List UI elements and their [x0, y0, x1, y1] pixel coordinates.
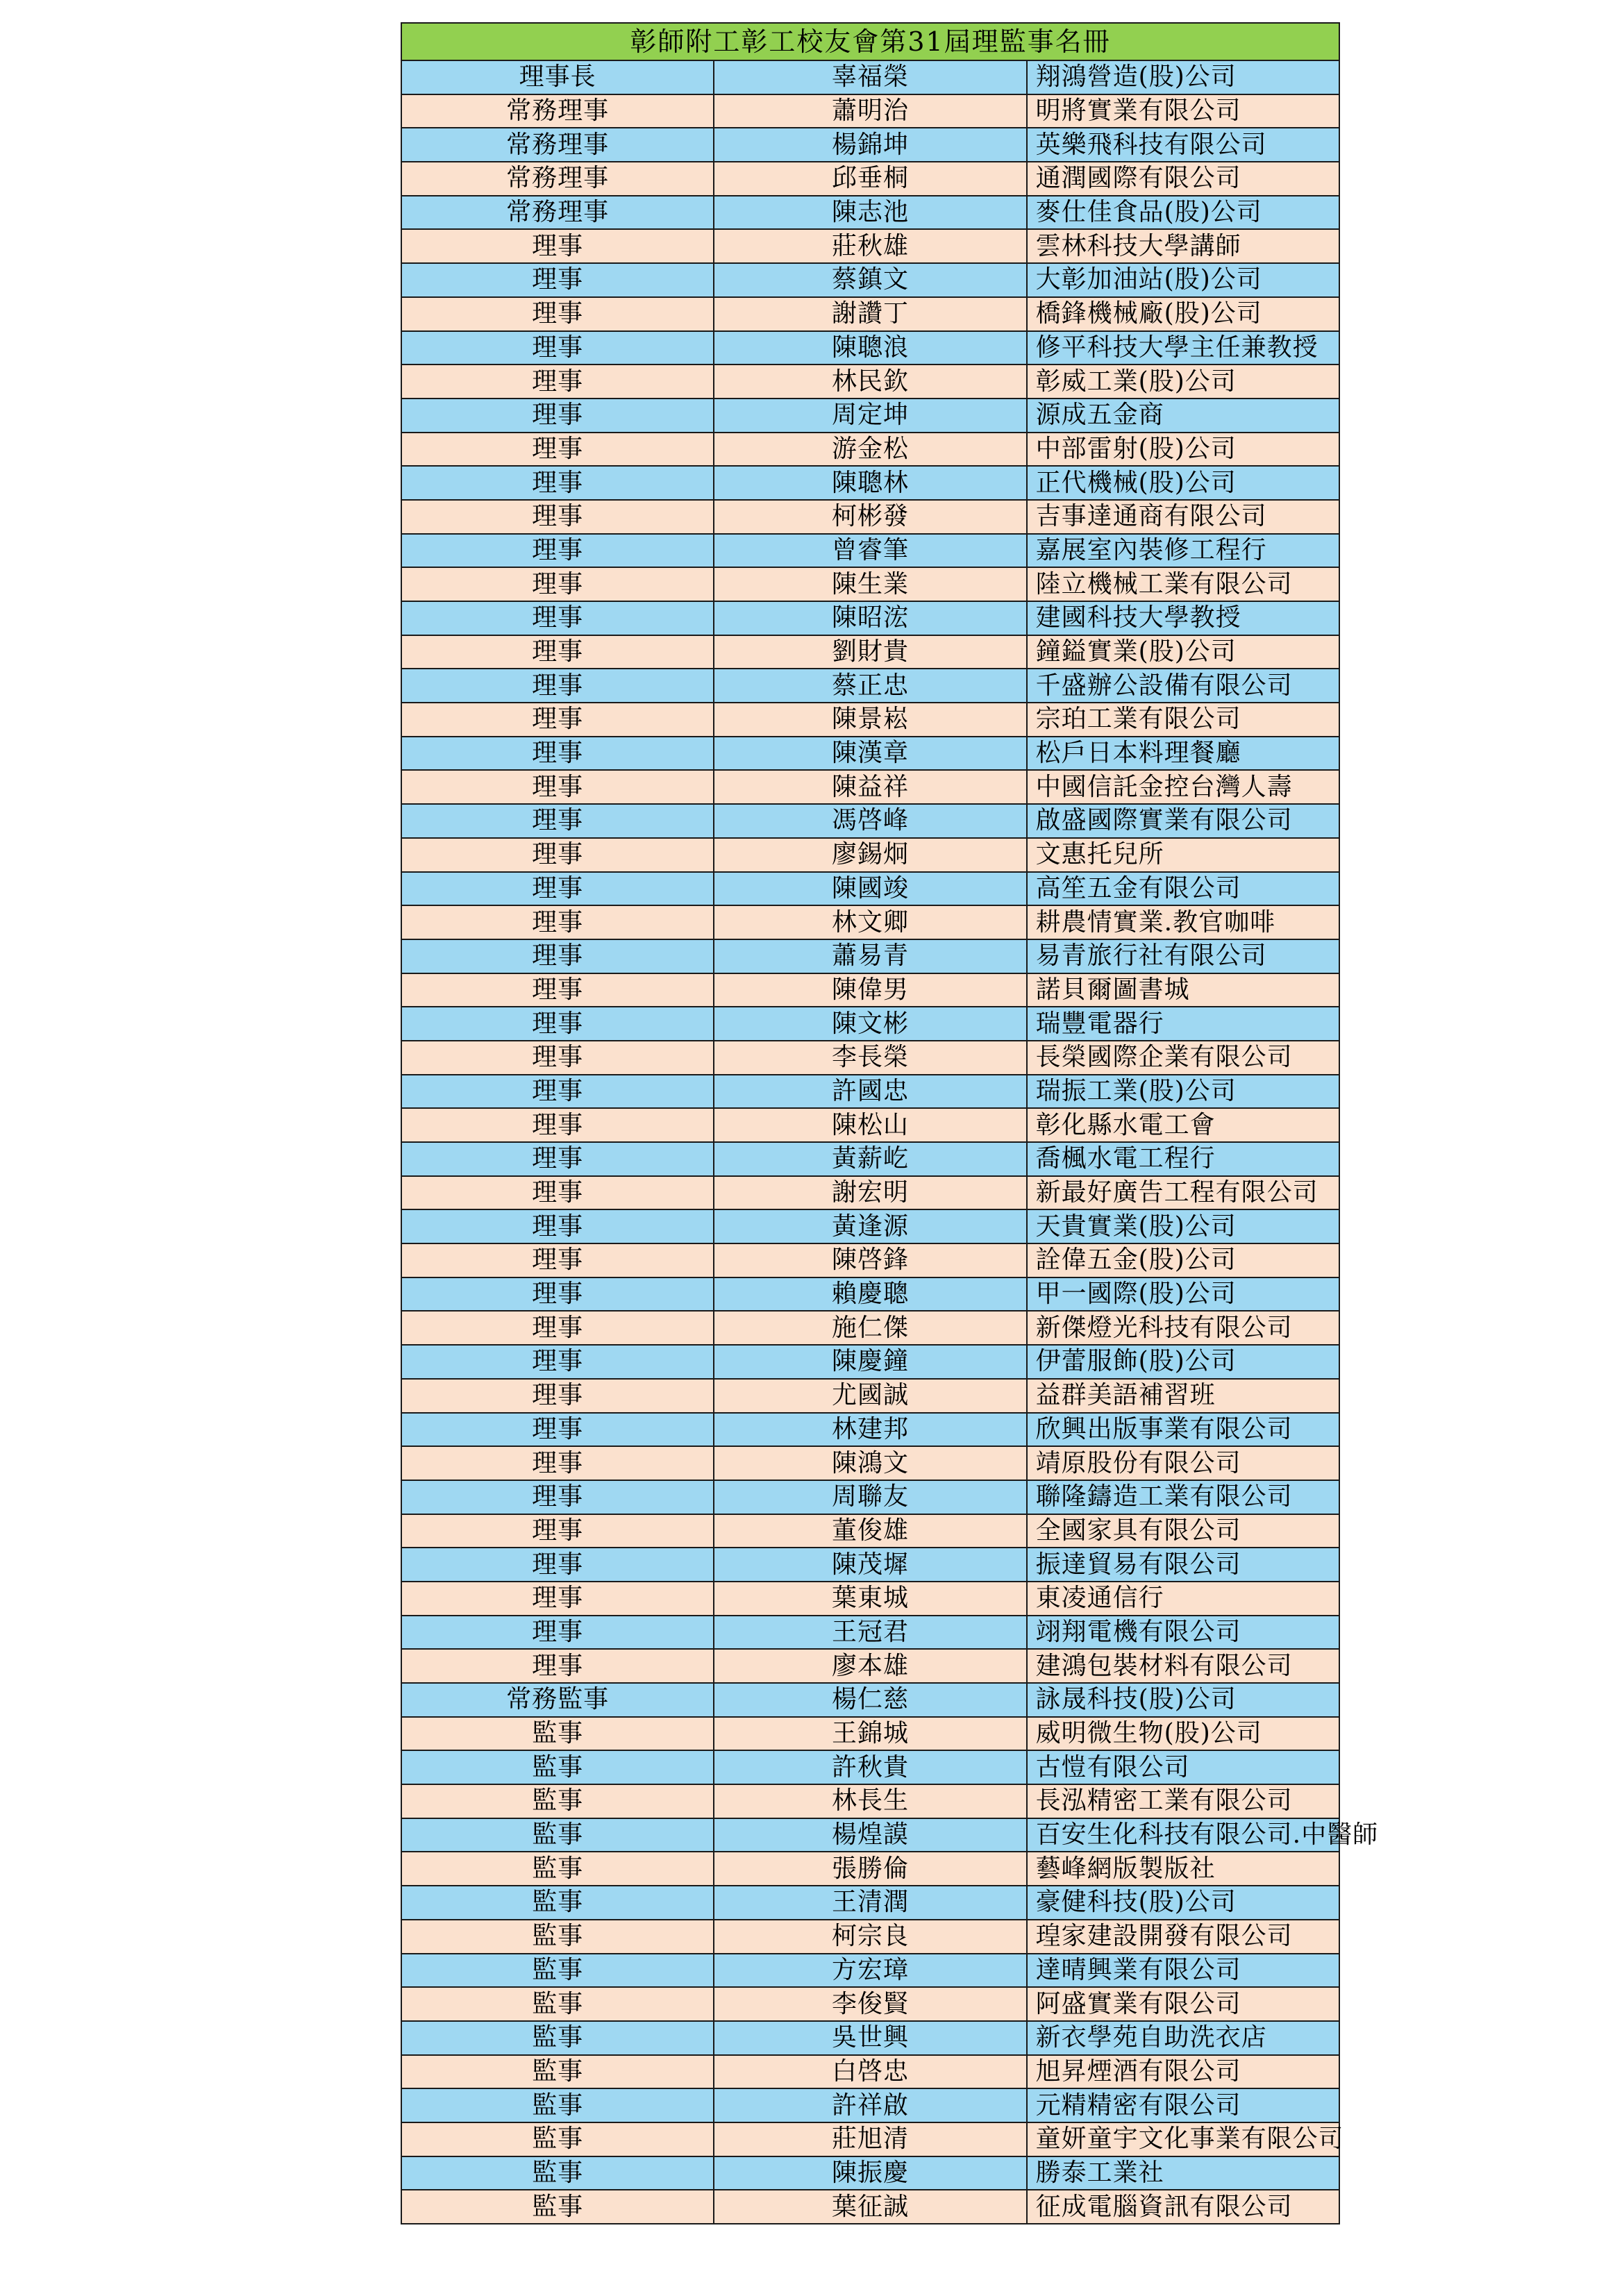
table-row — [401, 2190, 1339, 2224]
name-cell: 蔡鎮文 — [714, 263, 1026, 297]
organization-cell: 伊蕾服飾(股)公司 — [1027, 1345, 1339, 1379]
organization-cell: 正代機械(股)公司 — [1027, 466, 1339, 500]
name-cell: 方宏璋 — [714, 1954, 1026, 1988]
table-row — [401, 196, 1339, 230]
role-cell: 理事 — [401, 1209, 714, 1243]
role-cell: 理事 — [401, 229, 714, 263]
role-cell: 監事 — [401, 1717, 714, 1751]
role-cell: 理事 — [401, 973, 714, 1007]
table-row — [401, 1717, 1339, 1751]
table-row — [401, 872, 1339, 906]
table-row — [401, 1750, 1339, 1784]
role-cell: 理事 — [401, 364, 714, 399]
table-row — [401, 433, 1339, 467]
name-cell: 陳鴻文 — [714, 1446, 1026, 1480]
name-cell: 莊秋雄 — [714, 229, 1026, 263]
role-cell: 監事 — [401, 1987, 714, 2021]
name-cell: 林長生 — [714, 1784, 1026, 1818]
name-cell: 陳國竣 — [714, 872, 1026, 906]
name-cell: 許國忠 — [714, 1075, 1026, 1109]
role-cell: 理事 — [401, 905, 714, 939]
role-cell: 理事 — [401, 433, 714, 467]
table-row — [401, 1886, 1339, 1920]
name-cell: 林民欽 — [714, 364, 1026, 399]
name-cell: 王冠君 — [714, 1616, 1026, 1650]
role-cell: 監事 — [401, 1750, 714, 1784]
name-cell: 周定坤 — [714, 399, 1026, 433]
name-cell: 陳生業 — [714, 567, 1026, 601]
table-row — [401, 1007, 1339, 1041]
role-cell: 常務理事 — [401, 196, 714, 230]
name-cell: 張勝倫 — [714, 1852, 1026, 1886]
organization-cell: 彰化縣水電工會 — [1027, 1108, 1339, 1142]
organization-cell: 瑞振工業(股)公司 — [1027, 1075, 1339, 1109]
role-cell: 監事 — [401, 1920, 714, 1954]
name-cell: 葉征誠 — [714, 2190, 1026, 2224]
table-row — [401, 1243, 1339, 1277]
table-row — [401, 1209, 1339, 1243]
table-row — [401, 770, 1339, 804]
name-cell: 邱垂桐 — [714, 162, 1026, 196]
organization-cell: 新傑燈光科技有限公司 — [1027, 1311, 1339, 1345]
organization-cell: 全國家具有限公司 — [1027, 1514, 1339, 1548]
table-row — [401, 1582, 1339, 1616]
name-cell: 陳聰浪 — [714, 331, 1026, 365]
table-row — [401, 500, 1339, 534]
name-cell: 楊仁慈 — [714, 1683, 1026, 1717]
name-cell: 謝讚丁 — [714, 297, 1026, 331]
role-cell: 理事 — [401, 534, 714, 568]
organization-cell: 新衣學苑自助洗衣店 — [1027, 2021, 1339, 2055]
organization-cell: 大彰加油站(股)公司 — [1027, 263, 1339, 297]
table-row — [401, 229, 1339, 263]
name-cell: 陳志池 — [714, 196, 1026, 230]
name-cell: 陳啓鋒 — [714, 1243, 1026, 1277]
table-row — [401, 1514, 1339, 1548]
name-cell: 游金松 — [714, 433, 1026, 467]
organization-cell: 欣興出版事業有限公司 — [1027, 1413, 1339, 1447]
organization-cell: 陸立機械工業有限公司 — [1027, 567, 1339, 601]
role-cell: 理事 — [401, 1548, 714, 1582]
organization-cell: 聯隆鑄造工業有限公司 — [1027, 1480, 1339, 1514]
role-cell: 常務理事 — [401, 94, 714, 128]
table-row — [401, 1920, 1339, 1954]
name-cell: 陳松山 — [714, 1108, 1026, 1142]
name-cell: 黃薪屹 — [714, 1142, 1026, 1176]
table-row — [401, 1480, 1339, 1514]
table-row — [401, 2088, 1339, 2122]
name-cell: 辜福榮 — [714, 60, 1026, 94]
organization-cell: 修平科技大學主任兼教授 — [1027, 331, 1339, 365]
organization-cell: 建國科技大學教授 — [1027, 601, 1339, 635]
organization-cell: 松戶日本料理餐廳 — [1027, 737, 1339, 771]
organization-cell: 勝泰工業社 — [1027, 2156, 1339, 2190]
table-row — [401, 1784, 1339, 1818]
table-row — [401, 1987, 1339, 2021]
table-row — [401, 2156, 1339, 2190]
role-cell: 理事 — [401, 567, 714, 601]
organization-cell: 橋鋒機械廠(股)公司 — [1027, 297, 1339, 331]
role-cell: 理事 — [401, 263, 714, 297]
organization-cell: 彰威工業(股)公司 — [1027, 364, 1339, 399]
table-row — [401, 973, 1339, 1007]
name-cell: 陳慶鐘 — [714, 1345, 1026, 1379]
role-cell: 理事 — [401, 500, 714, 534]
table-row — [401, 838, 1339, 872]
organization-cell: 旭昇煙酒有限公司 — [1027, 2055, 1339, 2089]
organization-cell: 天貴實業(股)公司 — [1027, 1209, 1339, 1243]
roster-body — [401, 23, 1379, 2224]
role-cell: 監事 — [401, 1954, 714, 1988]
name-cell: 蔡正忠 — [714, 669, 1026, 703]
name-cell: 李俊賢 — [714, 1987, 1026, 2021]
role-cell: 理事 — [401, 1277, 714, 1312]
name-cell: 周聯友 — [714, 1480, 1026, 1514]
role-cell: 理事 — [401, 1514, 714, 1548]
organization-cell: 新最好廣告工程有限公司 — [1027, 1176, 1339, 1210]
organization-cell: 征成電腦資訊有限公司 — [1027, 2190, 1339, 2224]
role-cell: 理事 — [401, 1041, 714, 1075]
table-row — [401, 1176, 1339, 1210]
table-row — [401, 60, 1339, 94]
table-row — [401, 1818, 1339, 1852]
name-cell: 陳漢章 — [714, 737, 1026, 771]
table-row — [401, 2122, 1339, 2156]
organization-cell: 嘉展室內裝修工程行 — [1027, 534, 1339, 568]
organization-cell: 東凌通信行 — [1027, 1582, 1339, 1616]
table-row — [401, 331, 1339, 365]
table-row — [401, 737, 1339, 771]
name-cell: 楊煌謨 — [714, 1818, 1026, 1852]
role-cell: 理事 — [401, 331, 714, 365]
role-cell: 監事 — [401, 2190, 714, 2224]
name-cell: 莊旭清 — [714, 2122, 1026, 2156]
role-cell: 理事 — [401, 1108, 714, 1142]
name-cell: 廖本雄 — [714, 1649, 1026, 1683]
table-row — [401, 263, 1339, 297]
organization-cell: 諾貝爾圖書城 — [1027, 973, 1339, 1007]
table-row — [401, 2021, 1339, 2055]
table-row — [401, 601, 1339, 635]
name-cell: 謝宏明 — [714, 1176, 1026, 1210]
name-cell: 王錦城 — [714, 1717, 1026, 1751]
organization-cell: 威明微生物(股)公司 — [1027, 1717, 1339, 1751]
name-cell: 陳景崧 — [714, 703, 1026, 737]
role-cell: 理事 — [401, 1311, 714, 1345]
role-cell: 理事 — [401, 804, 714, 838]
name-cell: 劉財貴 — [714, 635, 1026, 669]
role-cell: 監事 — [401, 2122, 714, 2156]
table-row — [401, 1345, 1339, 1379]
table-row — [401, 1852, 1339, 1886]
name-cell: 馮啓峰 — [714, 804, 1026, 838]
organization-cell: 易青旅行社有限公司 — [1027, 939, 1339, 973]
organization-cell: 千盛辦公設備有限公司 — [1027, 669, 1339, 703]
organization-cell: 麥仕佳食品(股)公司 — [1027, 196, 1339, 230]
role-cell: 理事 — [401, 872, 714, 906]
name-cell: 陳昭浤 — [714, 601, 1026, 635]
table-row — [401, 635, 1339, 669]
organization-cell: 達晴興業有限公司 — [1027, 1954, 1339, 1988]
name-cell: 吳世興 — [714, 2021, 1026, 2055]
table-row — [401, 1954, 1339, 1988]
table-row — [401, 297, 1339, 331]
roster-title: 彰師附工彰工校友會第31屆理監事名冊 — [401, 23, 1339, 60]
role-cell: 理事 — [401, 1616, 714, 1650]
table-row — [401, 703, 1339, 737]
name-cell: 陳聰林 — [714, 466, 1026, 500]
role-cell: 理事 — [401, 1007, 714, 1041]
name-cell: 董俊雄 — [714, 1514, 1026, 1548]
name-cell: 柯宗良 — [714, 1920, 1026, 1954]
organization-cell: 翔鴻營造(股)公司 — [1027, 60, 1339, 94]
table-row — [401, 567, 1339, 601]
title-row — [401, 23, 1339, 60]
organization-cell: 耕農情實業.教官咖啡 — [1027, 905, 1339, 939]
organization-cell: 英樂飛科技有限公司 — [1027, 128, 1339, 162]
name-cell: 賴慶聰 — [714, 1277, 1026, 1312]
table-row — [401, 2055, 1339, 2089]
role-cell: 理事 — [401, 770, 714, 804]
role-cell: 理事 — [401, 635, 714, 669]
table-row — [401, 1649, 1339, 1683]
role-cell: 監事 — [401, 2088, 714, 2122]
organization-cell: 源成五金商 — [1027, 399, 1339, 433]
role-cell: 理事 — [401, 297, 714, 331]
organization-cell: 建鴻包裝材料有限公司 — [1027, 1649, 1339, 1683]
table-row — [401, 1277, 1339, 1312]
name-cell: 葉東城 — [714, 1582, 1026, 1616]
table-row — [401, 1041, 1339, 1075]
table-row — [401, 1413, 1339, 1447]
role-cell: 監事 — [401, 2156, 714, 2190]
organization-cell: 吉事達通商有限公司 — [1027, 500, 1339, 534]
role-cell: 常務理事 — [401, 128, 714, 162]
organization-cell: 元精精密有限公司 — [1027, 2088, 1339, 2122]
table-row — [401, 128, 1339, 162]
role-cell: 理事 — [401, 1243, 714, 1277]
table-row — [401, 804, 1339, 838]
name-cell: 楊錦坤 — [714, 128, 1026, 162]
role-cell: 監事 — [401, 2055, 714, 2089]
organization-cell: 瑞豐電器行 — [1027, 1007, 1339, 1041]
role-cell: 理事 — [401, 1582, 714, 1616]
table-row — [401, 905, 1339, 939]
role-cell: 監事 — [401, 1852, 714, 1886]
name-cell: 林文卿 — [714, 905, 1026, 939]
role-cell: 理事 — [401, 1413, 714, 1447]
organization-cell: 喬楓水電工程行 — [1027, 1142, 1339, 1176]
organization-cell: 宗珀工業有限公司 — [1027, 703, 1339, 737]
name-cell: 蕭易青 — [714, 939, 1026, 973]
table-row — [401, 162, 1339, 196]
role-cell: 理事 — [401, 703, 714, 737]
organization-cell: 靖原股份有限公司 — [1027, 1446, 1339, 1480]
table-row — [401, 364, 1339, 399]
role-cell: 理事 — [401, 939, 714, 973]
role-cell: 理事 — [401, 1379, 714, 1413]
role-cell: 理事 — [401, 1345, 714, 1379]
name-cell: 曾睿筆 — [714, 534, 1026, 568]
name-cell: 施仁傑 — [714, 1311, 1026, 1345]
organization-cell: 通潤國際有限公司 — [1027, 162, 1339, 196]
table-row — [401, 939, 1339, 973]
organization-cell: 阿盛實業有限公司 — [1027, 1987, 1339, 2021]
role-cell: 理事 — [401, 1649, 714, 1683]
organization-cell: 長泓精密工業有限公司 — [1027, 1784, 1339, 1818]
organization-cell: 中國信託金控台灣人壽 — [1027, 770, 1339, 804]
table-row — [401, 1108, 1339, 1142]
roster-table — [401, 22, 1379, 2224]
organization-cell: 明將實業有限公司 — [1027, 94, 1339, 128]
name-cell: 陳文彬 — [714, 1007, 1026, 1041]
role-cell: 理事 — [401, 466, 714, 500]
table-row — [401, 1446, 1339, 1480]
organization-cell: 益群美語補習班 — [1027, 1379, 1339, 1413]
role-cell: 理事 — [401, 1142, 714, 1176]
role-cell: 理事 — [401, 601, 714, 635]
role-cell: 理事 — [401, 1176, 714, 1210]
table-row — [401, 1616, 1339, 1650]
name-cell: 陳振慶 — [714, 2156, 1026, 2190]
name-cell: 陳益祥 — [714, 770, 1026, 804]
role-cell: 理事 — [401, 1075, 714, 1109]
organization-cell: 詮偉五金(股)公司 — [1027, 1243, 1339, 1277]
role-cell: 常務監事 — [401, 1683, 714, 1717]
table-row — [401, 1142, 1339, 1176]
role-cell: 監事 — [401, 1818, 714, 1852]
table-row — [401, 669, 1339, 703]
table-row — [401, 1379, 1339, 1413]
table-row — [401, 1075, 1339, 1109]
name-cell: 陳偉男 — [714, 973, 1026, 1007]
organization-cell: 雲林科技大學講師 — [1027, 229, 1339, 263]
table-row — [401, 534, 1339, 568]
organization-cell: 詠晟科技(股)公司 — [1027, 1683, 1339, 1717]
table-row — [401, 399, 1339, 433]
role-cell: 常務理事 — [401, 162, 714, 196]
organization-cell: 啟盛國際實業有限公司 — [1027, 804, 1339, 838]
organization-cell: 高笙五金有限公司 — [1027, 872, 1339, 906]
role-cell: 理事 — [401, 737, 714, 771]
organization-cell: 翊翔電機有限公司 — [1027, 1616, 1339, 1650]
organization-cell: 古愷有限公司 — [1027, 1750, 1339, 1784]
role-cell: 理事 — [401, 399, 714, 433]
organization-cell: 振達貿易有限公司 — [1027, 1548, 1339, 1582]
role-cell: 理事 — [401, 669, 714, 703]
role-cell: 理事 — [401, 838, 714, 872]
name-cell: 林建邦 — [714, 1413, 1026, 1447]
role-cell: 監事 — [401, 1886, 714, 1920]
table-row — [401, 466, 1339, 500]
name-cell: 廖錫炯 — [714, 838, 1026, 872]
name-cell: 王清潤 — [714, 1886, 1026, 1920]
name-cell: 許秋貴 — [714, 1750, 1026, 1784]
organization-cell: 豪健科技(股)公司 — [1027, 1886, 1339, 1920]
organization-cell: 鐘鎰實業(股)公司 — [1027, 635, 1339, 669]
table-row — [401, 1548, 1339, 1582]
role-cell: 監事 — [401, 1784, 714, 1818]
role-cell: 監事 — [401, 2021, 714, 2055]
table-row — [401, 1683, 1339, 1717]
table-row — [401, 1311, 1339, 1345]
table-row — [401, 94, 1339, 128]
organization-cell: 童妍童宇文化事業有限公司 — [1027, 2122, 1339, 2156]
organization-cell: 中部雷射(股)公司 — [1027, 433, 1339, 467]
organization-cell: 甲一國際(股)公司 — [1027, 1277, 1339, 1312]
name-cell: 白啓忠 — [714, 2055, 1026, 2089]
name-cell: 許祥啟 — [714, 2088, 1026, 2122]
role-cell: 理事長 — [401, 60, 714, 94]
name-cell: 黃逢源 — [714, 1209, 1026, 1243]
name-cell: 陳茂墀 — [714, 1548, 1026, 1582]
organization-cell: 藝峰網版製版社 — [1027, 1852, 1339, 1886]
role-cell: 理事 — [401, 1446, 714, 1480]
organization-cell: 長榮國際企業有限公司 — [1027, 1041, 1339, 1075]
organization-cell: 瑝家建設開發有限公司 — [1027, 1920, 1339, 1954]
name-cell: 蕭明治 — [714, 94, 1026, 128]
role-cell: 理事 — [401, 1480, 714, 1514]
name-cell: 尤國誠 — [714, 1379, 1026, 1413]
organization-cell: 百安生化科技有限公司.中醫師 — [1027, 1818, 1339, 1852]
name-cell: 柯彬發 — [714, 500, 1026, 534]
name-cell: 李長榮 — [714, 1041, 1026, 1075]
organization-cell: 文惠托兒所 — [1027, 838, 1339, 872]
